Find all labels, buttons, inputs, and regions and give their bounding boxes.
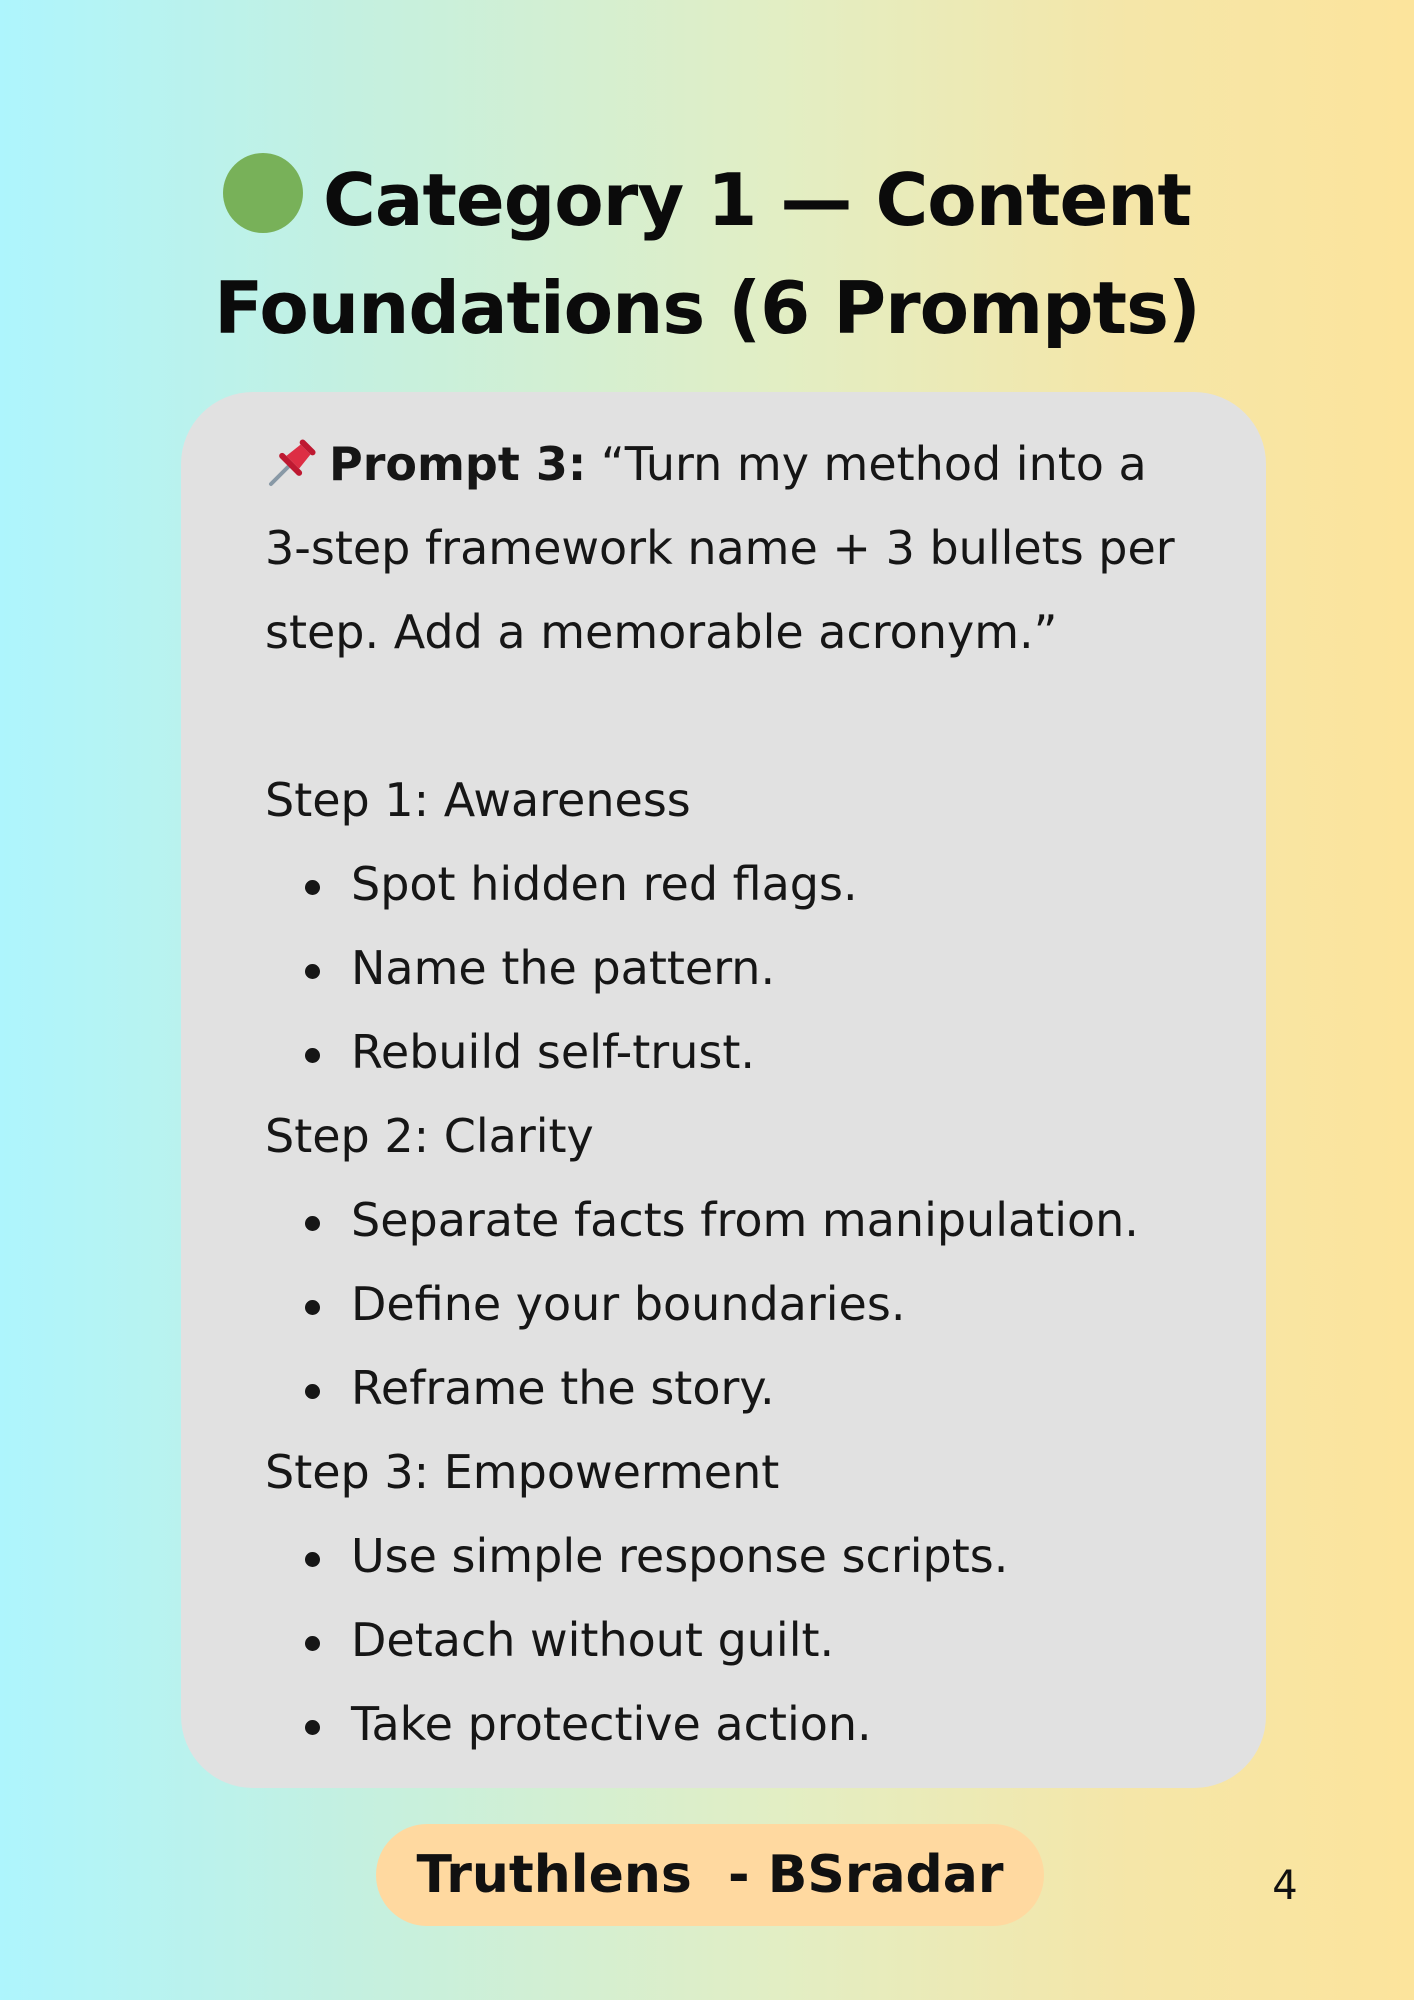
page-title-line-1: [0, 146, 1414, 254]
prompt-line-3: step. Add a memorable acronym.”: [265, 605, 1058, 659]
prompt-text: “Turn my method into a: [586, 437, 1147, 491]
list-item: Define your boundaries.: [265, 1262, 1225, 1346]
list-item: Use simple response scripts.: [265, 1514, 1225, 1598]
step-3-title: Step 3: Empowerment: [265, 1445, 780, 1499]
step-2-title: Step 2: Clarity: [265, 1109, 594, 1163]
list-item: Take protective action.: [265, 1682, 1225, 1766]
list-item: Spot hidden red flags.: [265, 842, 1225, 926]
list-item: Detach without guilt.: [265, 1598, 1225, 1682]
list-item: Rebuild self-trust.: [265, 1010, 1225, 1094]
list-item: Separate facts from manipulation.: [265, 1178, 1225, 1262]
list-item: Name the pattern.: [265, 926, 1225, 1010]
green-circle-icon: [223, 153, 303, 233]
prompt-card: [181, 392, 1266, 1788]
spacer: [265, 674, 1225, 758]
page-title: [0, 146, 1414, 362]
step-3-bullets: [265, 1514, 1225, 1766]
list-item: Reframe the story.: [265, 1346, 1225, 1430]
page-number: 4: [1272, 1863, 1298, 1909]
prompt-card-content: [265, 422, 1225, 1766]
pushpin-icon: [265, 434, 321, 490]
brand-badge: Truthlens - BSradar: [376, 1824, 1044, 1926]
step-1-title: Step 1: Awareness: [265, 773, 691, 827]
prompt-line-1: [265, 422, 1225, 506]
prompt-label: Prompt 3:: [329, 437, 587, 491]
page-title-line-2: Foundations (6 Prompts): [214, 266, 1200, 350]
page-title-text-1: Category 1 — Content: [323, 158, 1191, 242]
step-2-bullets: [265, 1178, 1225, 1430]
step-1-bullets: [265, 842, 1225, 1094]
prompt-line-2: 3-step framework name + 3 bullets per: [265, 521, 1175, 575]
